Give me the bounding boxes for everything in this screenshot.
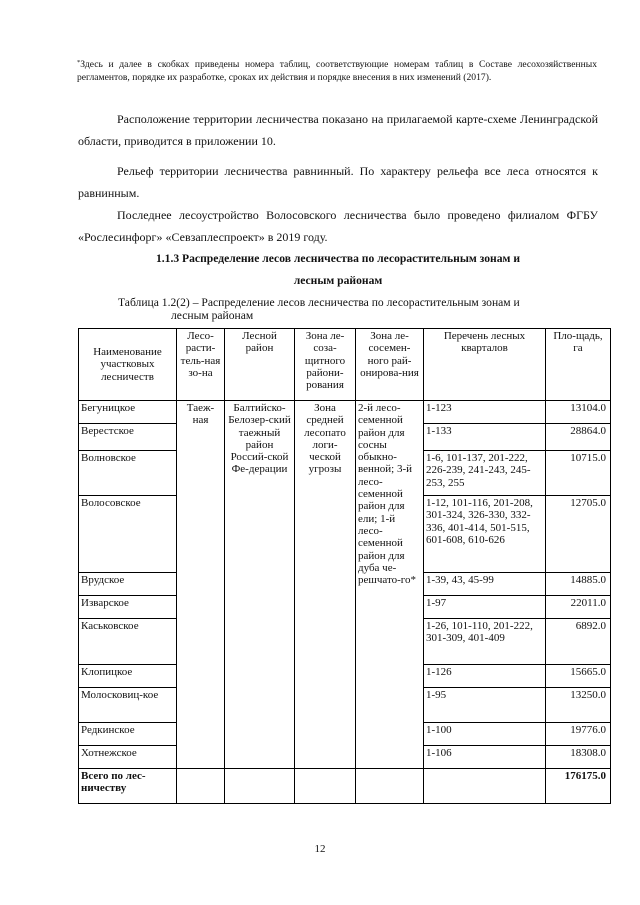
row-quarters: 1-6, 101-137, 201-222, 226-239, 241-243, 245-253, 255 [424,451,546,496]
shared-seed-zone-cell: 2-й лесо-семенной район для сосны обыкно-венной; 3-й лесо-семенной район для ели; 1-й лесо-семенной район для дуба че-решчато-го* [356,401,424,769]
total-empty-cell [424,769,546,804]
row-area: 22011.0 [546,596,611,619]
row-area: 13250.0 [546,688,611,723]
header-protective-zone: Зона ле-соза-щитного райони-рования [295,329,356,401]
header-seed-zone: Зона ле-сосемен-ного рай-онирова-ния [356,329,424,401]
shared-protective-cell: Зона средней лесопато логи-ческой угрозы [295,401,356,769]
row-area: 15665.0 [546,665,611,688]
table-caption-line2: лесным районам [171,308,254,322]
page-number: 12 [314,843,326,855]
row-quarters: 1-97 [424,596,546,619]
row-name: Бегуницкое [79,401,177,424]
row-name: Редкинское [79,723,177,746]
row-quarters: 1-126 [424,665,546,688]
row-name: Изварское [79,596,177,619]
section-heading [78,248,598,292]
table-header-row [79,329,611,401]
shared-district-cell: Балтийско-Белозер-ский таежный район Россий-ской Фе-дерации [225,401,295,769]
row-name: Каськовское [79,619,177,665]
paragraph-forest-inventory: Последнее лесоустройство Волосовского лесничества было проведено филиалом ФГБУ «Рослесинфорг» «Севзаплеспроект» в 2019 году. [78,208,598,244]
total-area: 176175.0 [546,769,611,804]
shared-zone-cell: Таеж-ная [177,401,225,769]
header-area: Пло-щадь, га [546,329,611,401]
row-quarters: 1-95 [424,688,546,723]
row-quarters: 1-133 [424,424,546,451]
total-empty-cell [295,769,356,804]
row-area: 13104.0 [546,401,611,424]
row-name: Волосовское [79,496,177,573]
header-zone: Лесо-расти-тель-ная зо-на [177,329,225,401]
header-district: Лесной район [225,329,295,401]
table-caption [78,297,598,322]
row-area: 14885.0 [546,573,611,596]
table-caption-line1: Таблица 1.2(2) – Распределение лесов лесничества по лесорастительным зонам и [118,296,520,309]
paragraph-location: Расположение территории лесничества показано на прилагаемой карте-схеме Ленинградской области, приводится в приложении 10. [78,112,598,148]
table-total-row [79,769,611,804]
forest-distribution-table [78,328,611,804]
footnote-text: Здесь и далее в скобках приведены номера таблиц, соответствующие номерам таблиц в Составе лесохозяйственных регламентов, порядке их разработке, сроках их действия и порядке внесения в них изменений (2017). [77,59,597,83]
row-area: 19776.0 [546,723,611,746]
total-label: Всего по лес-ничеству [79,769,177,804]
row-area: 18308.0 [546,746,611,769]
section-heading-line2: лесным районам [293,274,383,287]
row-area: 12705.0 [546,496,611,573]
paragraph-relief: Рельеф территории лесничества равнинный. По характеру рельефа все леса относятся к равнинным. [78,164,598,200]
total-empty-cell [177,769,225,804]
row-name: Хотнежское [79,746,177,769]
row-quarters: 1-123 [424,401,546,424]
table-row [79,401,611,424]
row-name: Молосковиц-кое [79,688,177,723]
row-area: 28864.0 [546,424,611,451]
row-name: Врудское [79,573,177,596]
header-name: Наименование участковых лесничеств [79,329,177,401]
row-area: 6892.0 [546,619,611,665]
row-quarters: 1-12, 101-116, 201-208, 301-324, 326-330, 332-336, 401-414, 501-515, 601-608, 610-626 [424,496,546,573]
row-quarters: 1-39, 43, 45-99 [424,573,546,596]
total-empty-cell [356,769,424,804]
footnote [77,57,597,84]
row-area: 10715.0 [546,451,611,496]
row-quarters: 1-100 [424,723,546,746]
row-name: Волновское [79,451,177,496]
row-quarters: 1-26, 101-110, 201-222, 301-309, 401-409 [424,619,546,665]
total-empty-cell [225,769,295,804]
row-name: Клопицкое [79,665,177,688]
row-quarters: 1-106 [424,746,546,769]
footnote-mark: * [77,59,81,66]
header-quarters: Перечень лесных кварталов [424,329,546,401]
row-name: Верестское [79,424,177,451]
section-heading-line1: 1.1.3 Распределение лесов лесничества по лесорастительным зонам и [155,252,521,265]
